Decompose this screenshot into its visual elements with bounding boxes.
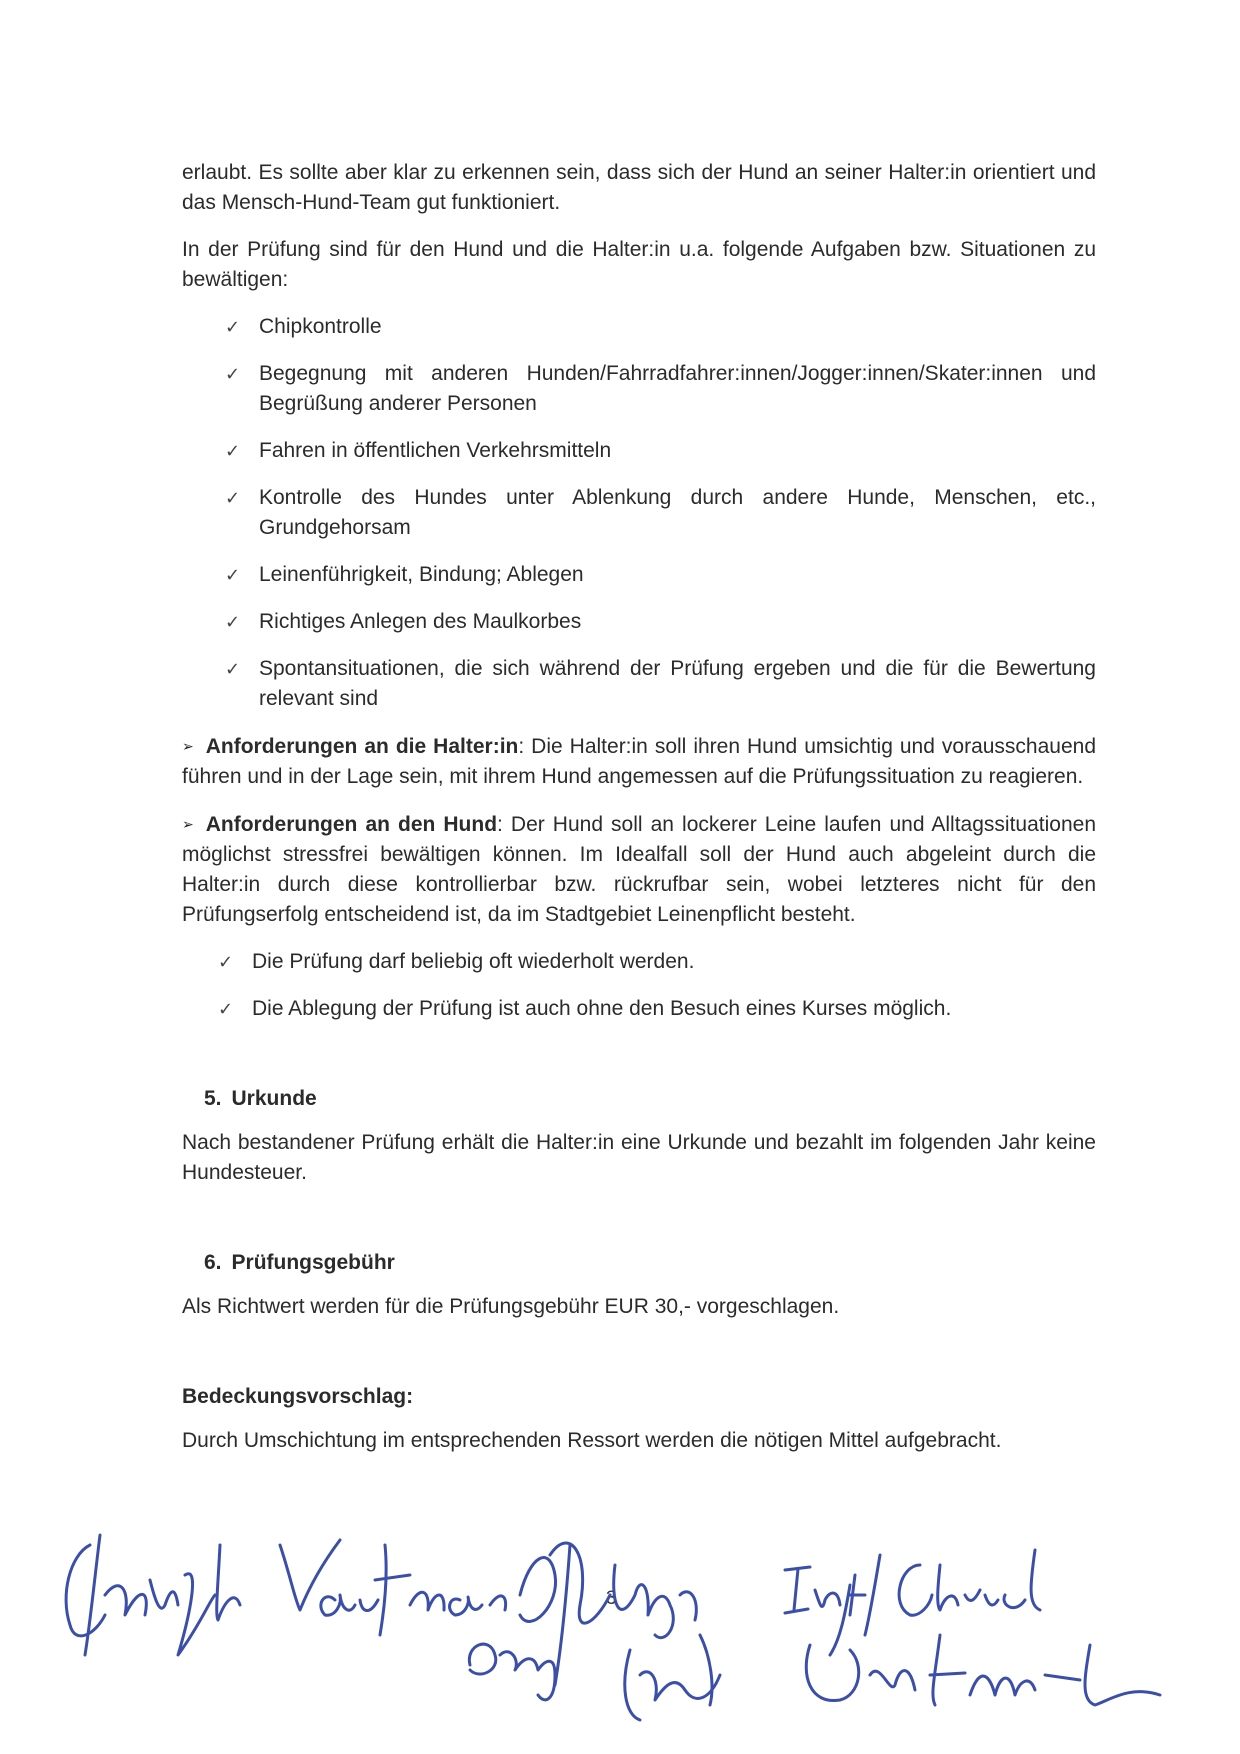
requirements-owner-label: Anforderungen an die Halter:in	[205, 735, 519, 758]
list-item	[225, 483, 1096, 543]
check-icon: ✓	[225, 488, 241, 508]
task-text: Chipkontrolle	[259, 315, 382, 338]
section-number: 6.	[204, 1251, 222, 1274]
check-icon: ✓	[225, 317, 241, 337]
requirements-dog-label: Anforderungen an den Hund	[205, 813, 498, 836]
check-icon: ✓	[225, 612, 241, 632]
list-item	[225, 607, 1096, 637]
section-title: Prüfungsgebühr	[231, 1251, 395, 1274]
task-text: Spontansituationen, die sich während der Prüfung ergeben und die für die Bewertung relevant sind	[259, 657, 1096, 710]
intro-paragraph: erlaubt. Es sollte aber klar zu erkennen sein, dass sich der Hund an seiner Halter:in orientiert und das Mensch-Hund-Team gut funktioniert.	[182, 161, 1096, 214]
signature-christoph-kaufmann	[66, 1535, 506, 1655]
list-item	[225, 359, 1096, 419]
requirements-dog-text: : Der Hund soll an lockerer Leine laufen und Alltagssituationen möglichst stressfrei bewältigen können. Im Idealfall soll der Hund auch abgeleint durch die Halter:in durch diese kontrollierbar bzw. rückrufbar sein, wobei letzteres nicht für den Prüfungserfolg entscheidend ist, da im Stadtgebiet Leinenpflicht besteht.	[182, 813, 1096, 926]
section-title: Urkunde	[231, 1087, 317, 1110]
section-5-heading	[204, 1084, 1096, 1114]
check-icon: ✓	[218, 952, 234, 972]
task-text: Leinenführigkeit, Bindung; Ablegen	[259, 563, 584, 586]
notes-list	[182, 947, 1096, 1024]
section-6-text: Als Richtwert werden für die Prüfungsgebühr EUR 30,- vorgeschlagen.	[182, 1295, 840, 1318]
check-icon: ✓	[225, 441, 241, 461]
note-text: Die Ablegung der Prüfung ist auch ohne den Besuch eines Kurses möglich.	[252, 997, 952, 1020]
task-text: Begegnung mit anderen Hunden/Fahrradfahrer:innen/Jogger:innen/Skater:innen und Begrüßung anderer Personen	[259, 362, 1096, 415]
task-text: Richtiges Anlegen des Maulkorbes	[259, 610, 582, 633]
signatures-image	[50, 1505, 1200, 1745]
signature-engl-christl	[785, 1550, 1160, 1705]
list-item	[225, 436, 1096, 466]
note-text: Die Prüfung darf beliebig oft wiederholt werden.	[252, 950, 695, 973]
requirements-owner	[182, 731, 1096, 792]
arrow-bullet-icon: ➢	[182, 738, 194, 754]
page-number: 3	[606, 1588, 617, 1609]
check-icon: ✓	[218, 999, 234, 1019]
list-item	[225, 312, 1096, 342]
section-number: 5.	[204, 1087, 222, 1110]
signature-middle	[469, 1543, 720, 1720]
task-text: Fahren in öffentlichen Verkehrsmitteln	[259, 439, 612, 462]
check-icon: ✓	[225, 364, 241, 384]
list-item	[218, 994, 1096, 1024]
section-6-heading	[204, 1248, 1096, 1278]
check-icon: ✓	[225, 659, 241, 679]
coverage-text: Durch Umschichtung im entsprechenden Ressort werden die nötigen Mittel aufgebracht.	[182, 1429, 1002, 1452]
coverage-heading: Bedeckungsvorschlag:	[182, 1385, 414, 1408]
list-item	[225, 560, 1096, 590]
document-body	[182, 158, 1096, 1456]
list-item	[225, 654, 1096, 714]
task-list	[182, 312, 1096, 714]
check-icon: ✓	[225, 565, 241, 585]
section-5-text: Nach bestandener Prüfung erhält die Halter:in eine Urkunde und bezahlt im folgenden Jahr keine Hundesteuer.	[182, 1131, 1096, 1184]
list-item	[218, 947, 1096, 977]
requirements-owner-text: : Die Halter:in soll ihren Hund umsichtig und vorausschauend führen und in der Lage sein, mit ihrem Hund angemessen auf die Prüfungssituation zu reagieren.	[182, 735, 1096, 788]
requirements-dog	[182, 809, 1096, 930]
arrow-bullet-icon: ➢	[182, 816, 194, 832]
task-text: Kontrolle des Hundes unter Ablenkung durch andere Hunde, Menschen, etc., Grundgehorsam	[259, 486, 1096, 539]
tasks-intro-paragraph: In der Prüfung sind für den Hund und die Halter:in u.a. folgende Aufgaben bzw. Situationen zu bewältigen:	[182, 238, 1096, 291]
